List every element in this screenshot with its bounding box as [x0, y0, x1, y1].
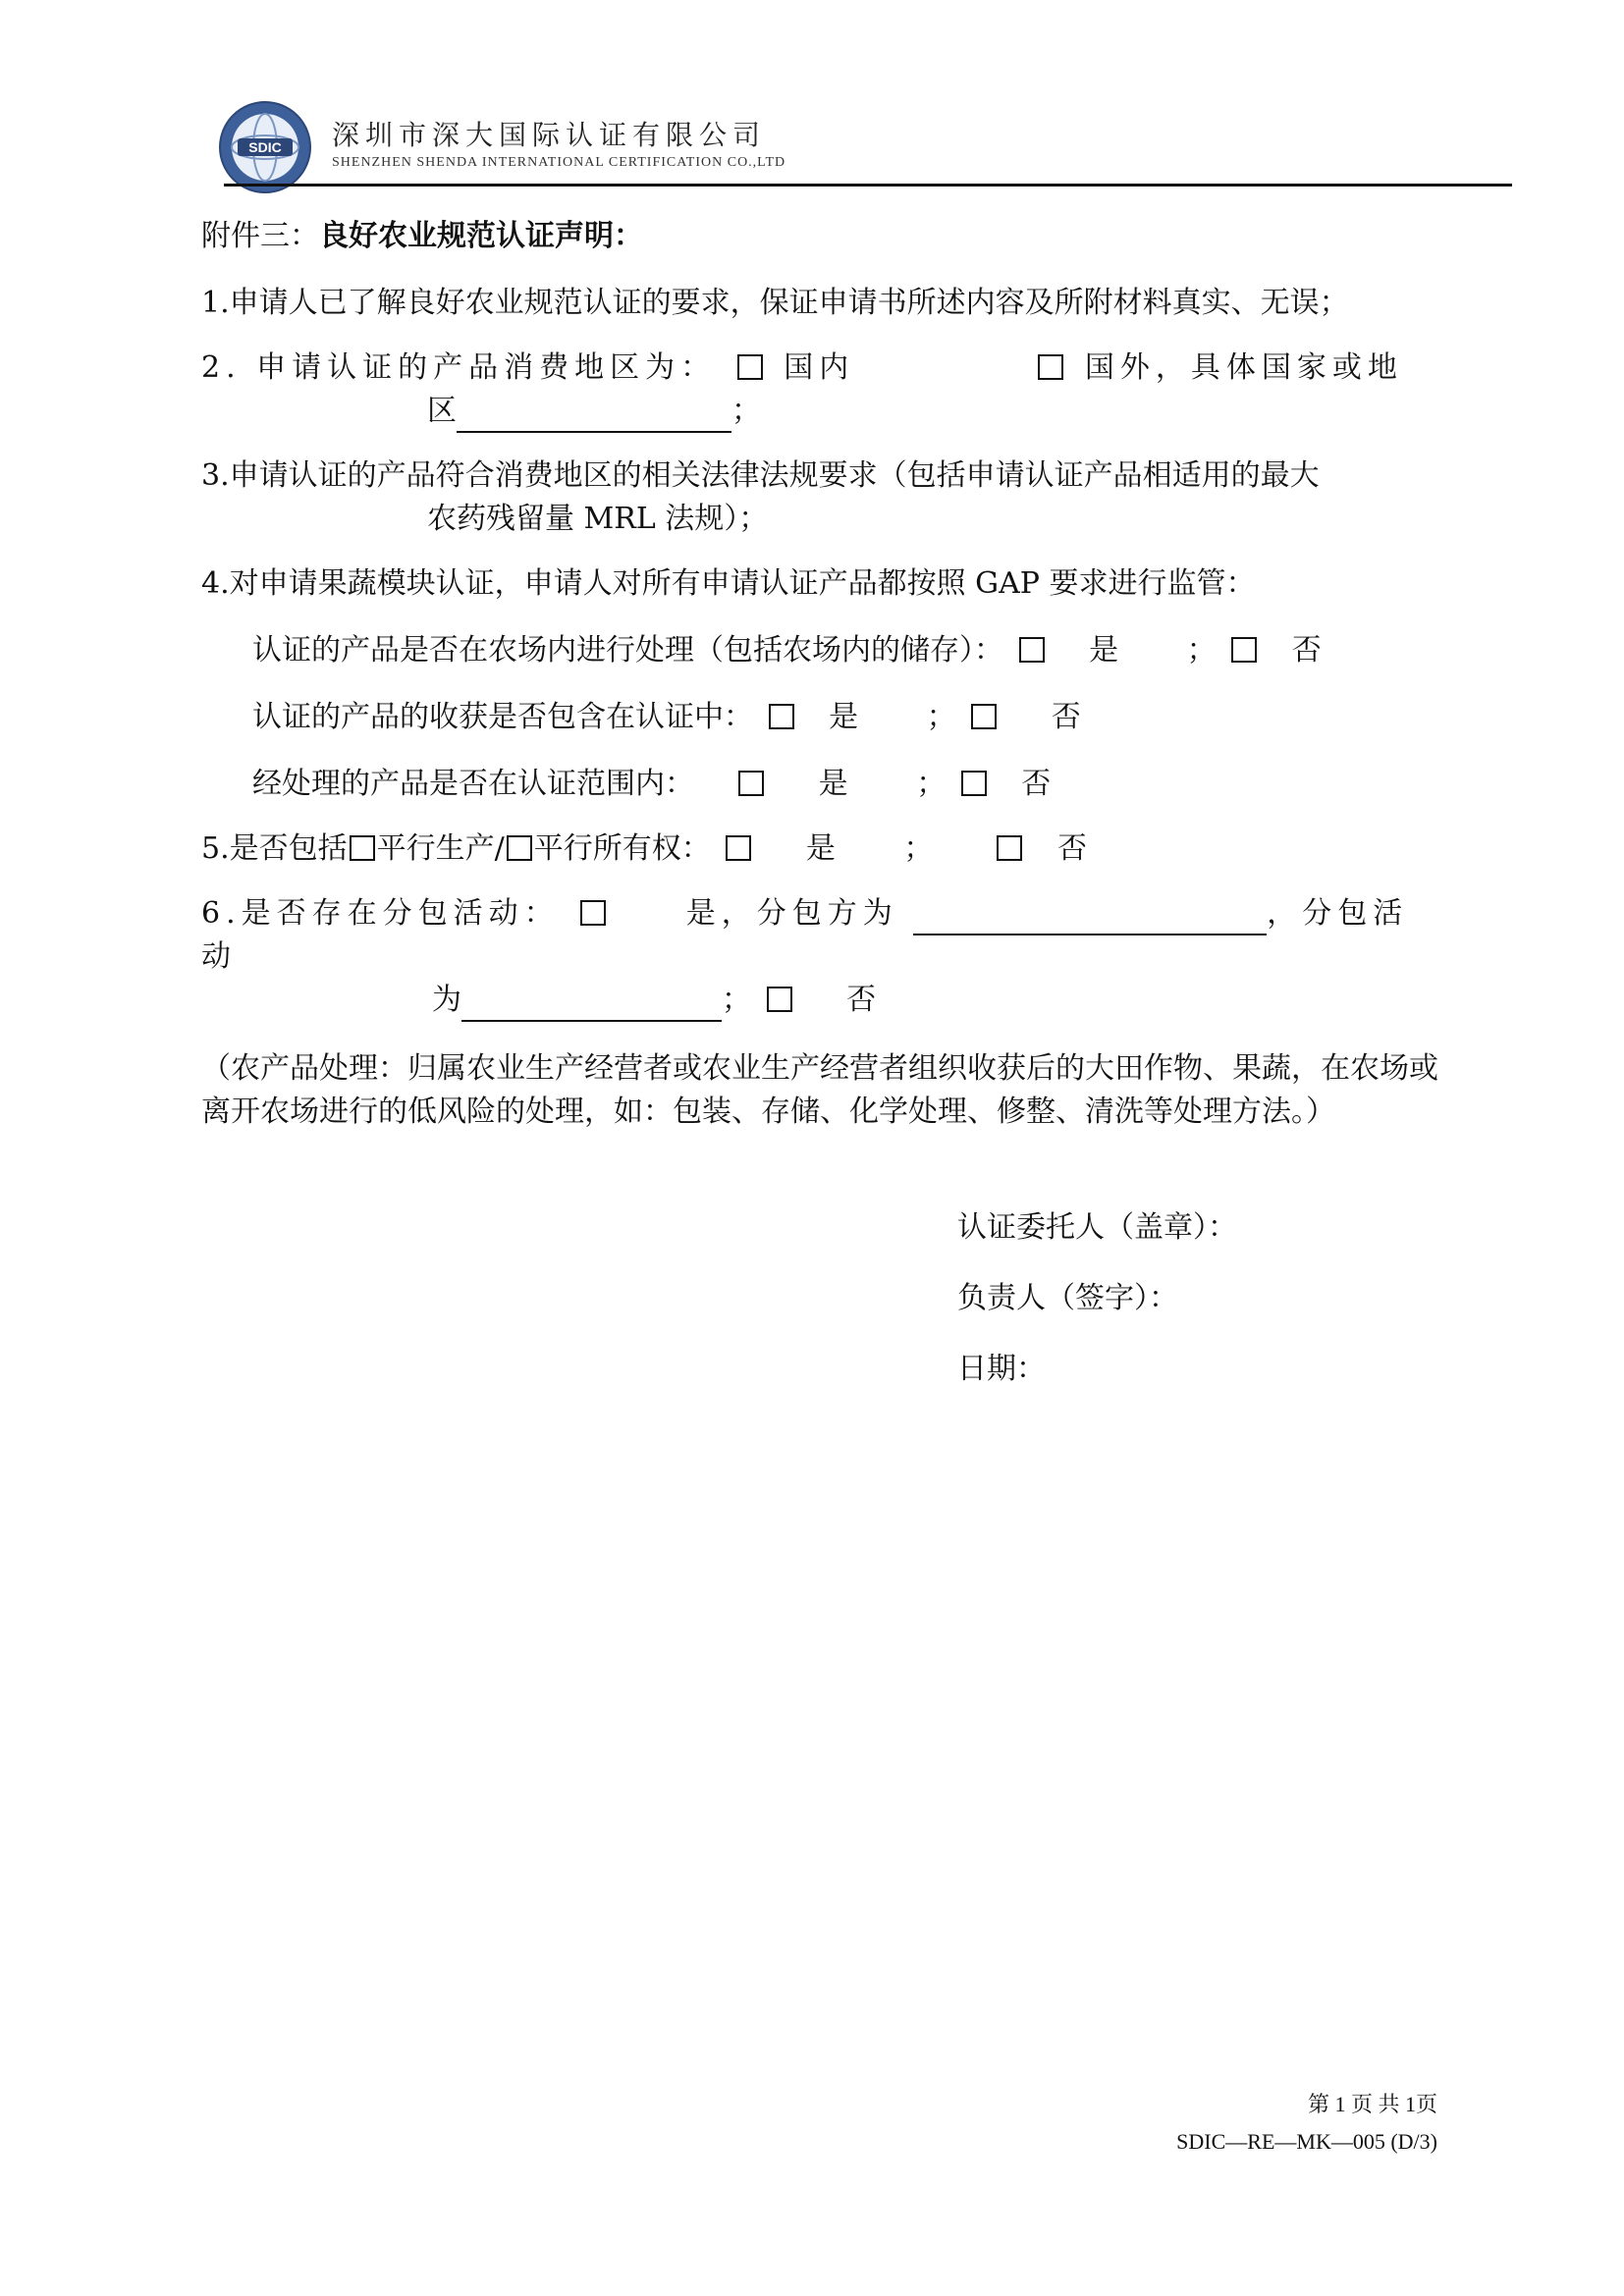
checkbox-domestic[interactable]: [737, 354, 763, 380]
checkbox-item6-yes[interactable]: [580, 900, 606, 926]
item-4: 4.对申请果蔬模块认证，申请人对所有申请认证产品都按照 GAP 要求进行监管：: [201, 566, 1256, 601]
country-field[interactable]: [457, 396, 731, 433]
checkbox-sub2-no[interactable]: [971, 704, 997, 729]
checkbox-item6-no[interactable]: [767, 987, 792, 1012]
client-seal-label: 认证委托人（盖章）：: [957, 1210, 1237, 1245]
item-3: 3.申请认证的产品符合消费地区的相关法律法规要求（包括申请认证产品相适用的最大 农药残留量 MRL 法规）；: [201, 458, 1320, 536]
declaration-body: [201, 211, 1438, 1134]
option-overseas: 国外，具体国家或地: [1084, 350, 1403, 385]
title-text: 良好农业规范认证声明：: [319, 219, 643, 253]
checkbox-overseas[interactable]: [1038, 354, 1063, 380]
option-domestic: 国内: [784, 350, 855, 385]
page-number: 第 1 页 共 1页: [1307, 2092, 1437, 2116]
document-code: SDIC—RE—MK—005 (D/3): [1176, 2129, 1437, 2154]
note-paragraph: （农产品处理：归属农业生产经营者或农业生产经营者组织收获后的大田作物、果蔬，在农场或离开农场进行的低风险的处理，如：包装、存储、化学处理、修整、清洗等处理方法。）: [201, 1051, 1438, 1129]
checkbox-sub3-yes[interactable]: [738, 771, 764, 796]
page-title: [201, 211, 1438, 260]
checkbox-parallel-ownership[interactable]: [507, 835, 532, 861]
checkbox-parallel-production[interactable]: [350, 835, 375, 861]
checkbox-sub1-no[interactable]: [1231, 637, 1257, 663]
svg-text:SDIC: SDIC: [248, 139, 282, 155]
sub-question-3: 经处理的产品是否在认证范围内： 是 ； 否: [252, 767, 1052, 801]
title-prefix: 附件三：: [201, 219, 319, 253]
item-6: 6.是否存在分包活动： 是，分包方为 ，分包活动: [201, 896, 1409, 974]
date-label: 日期：: [957, 1352, 1046, 1386]
checkbox-sub1-yes[interactable]: [1019, 637, 1045, 663]
item-1: 1.申请人已了解良好农业规范认证的要求，保证申请书所述内容及所附材料真实、无误；: [201, 286, 1349, 320]
header-divider: [224, 184, 1512, 187]
checkbox-sub3-no[interactable]: [961, 771, 987, 796]
checkbox-item5-yes[interactable]: [726, 835, 751, 861]
responsible-person-label: 负责人（签字）：: [957, 1281, 1178, 1315]
signature-block: [957, 1202, 1237, 1415]
sub-question-2: 认证的产品的收获是否包含在认证中： 是 ； 否: [252, 700, 1081, 734]
checkbox-sub2-yes[interactable]: [769, 704, 794, 729]
letterhead: [216, 98, 1512, 187]
item-2-line-2: 区 ；: [201, 390, 1438, 433]
item-6-line-2: 为 ； 否: [201, 979, 1438, 1022]
subcontract-activity-field[interactable]: [461, 985, 722, 1022]
checkbox-item5-no[interactable]: [997, 835, 1022, 861]
company-logo-icon: [216, 98, 314, 196]
company-name-cn: 深圳市深大国际认证有限公司: [332, 119, 767, 151]
item-2: 2. 申请认证的产品消费地区为： 国内 国外，具体国家或地: [201, 350, 1403, 385]
page-footer: [1176, 2086, 1437, 2161]
item-5: 5.是否包括 平行生产/ 平行所有权： 是 ； 否: [201, 831, 1088, 866]
subcontractor-field[interactable]: [913, 898, 1267, 935]
company-name-en: SHENZHEN SHENDA INTERNATIONAL CERTIFICATION CO.,LTD: [332, 155, 786, 170]
sub-question-1: 认证的产品是否在农场内进行处理（包括农场内的储存）： 是 ； 否: [252, 633, 1322, 667]
